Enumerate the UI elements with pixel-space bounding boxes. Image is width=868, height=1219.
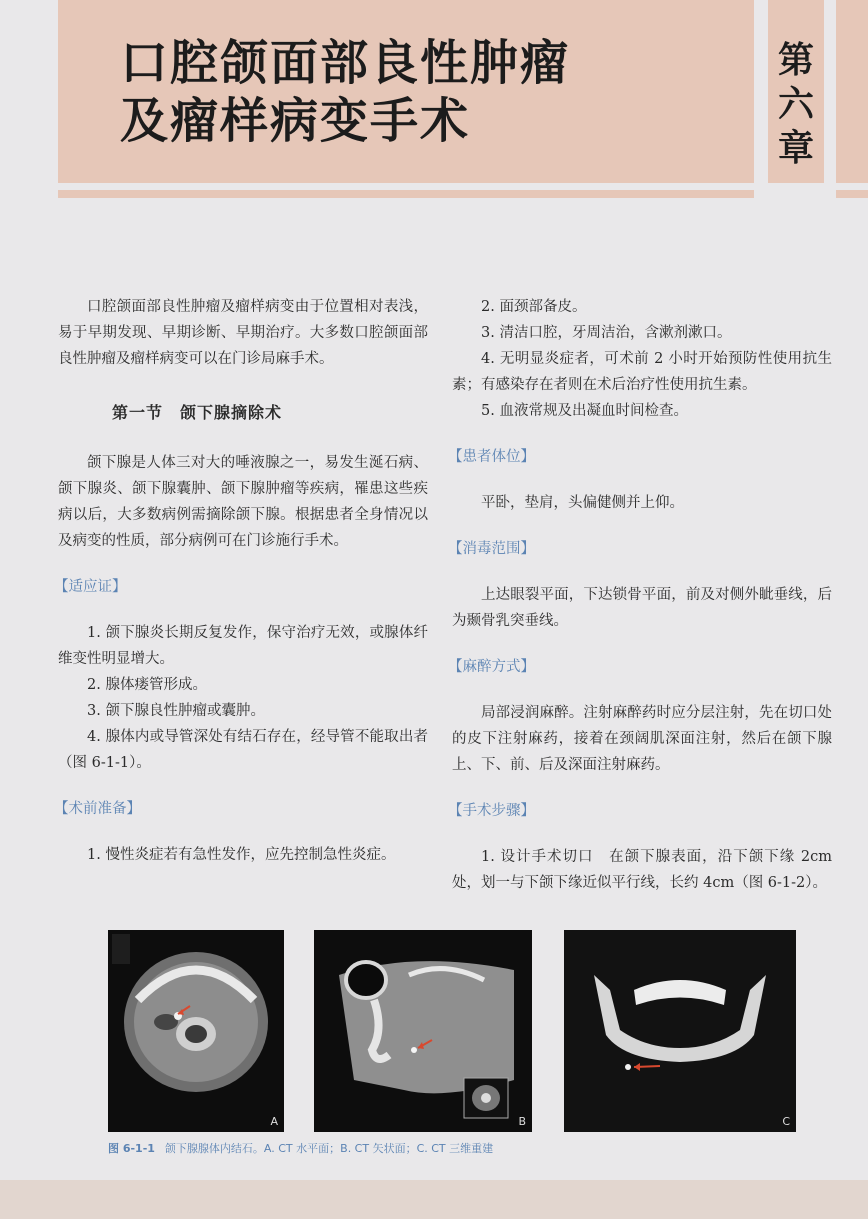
- right-column: [448, 294, 832, 896]
- chapter-char-1: 第: [777, 39, 814, 81]
- indication-item: 2. 腺体瘘管形成。: [87, 677, 207, 693]
- figure-letter-c: C: [782, 1115, 790, 1128]
- chapter-title-line1: 口腔颌面部良性肿瘤: [120, 35, 571, 91]
- figure-caption-text: 颌下腺腺体内结石。A. CT 水平面；B. CT 矢状面；C. CT 三维重建: [164, 1142, 494, 1155]
- section-heading: 第一节 颌下腺摘除术: [112, 403, 283, 422]
- indication-tag: 【适应证】: [54, 579, 127, 595]
- ct-3d-image: [564, 930, 796, 1132]
- chapter-title: [120, 34, 680, 150]
- figure-letter-a: A: [270, 1115, 278, 1128]
- position-tag: 【患者体位】: [448, 449, 535, 465]
- anesthesia-text: 局部浸润麻醉。注射麻醉药时应分层注射，先在切口处的皮下注射麻药，接着在颈阔肌深面注射，然后在颌下腺上、下、前、后及深面注射麻药。: [452, 705, 832, 773]
- indication-item: 1. 颌下腺炎长期反复发作，保守治疗无效，或腺体纤维变性明显增大。: [58, 625, 428, 667]
- indication-item: 4. 腺体内或导管深处有结石存在，经导管不能取出者（图 6-1-1）。: [58, 729, 428, 771]
- intro-paragraph: 口腔颌面部良性肿瘤及瘤样病变由于位置相对表浅，易于早期发现、早期诊断、早期治疗。大多数口腔颌面部良性肿瘤及瘤样病变可以在门诊局麻手术。: [58, 299, 428, 367]
- anesthesia-tag: 【麻醉方式】: [448, 659, 535, 675]
- figure-letter-b: B: [518, 1115, 526, 1128]
- ct-sagittal-image: [314, 930, 532, 1132]
- header-rule: [58, 190, 754, 198]
- position-text: 平卧，垫肩，头偏健侧并上仰。: [481, 495, 684, 511]
- figure-caption: [108, 1140, 808, 1156]
- chapter-band-edge: [836, 0, 868, 183]
- prep-tag: 【术前准备】: [54, 801, 141, 817]
- disinfect-tag: 【消毒范围】: [448, 541, 535, 557]
- ct-axial-image: [108, 930, 284, 1132]
- chapter-char-2: 六: [777, 83, 814, 125]
- left-column: [54, 294, 428, 868]
- chapter-char-3: 章: [777, 127, 814, 169]
- section-intro-paragraph: 颌下腺是人体三对大的唾液腺之一，易发生涎石病、颌下腺炎、颌下腺囊肿、颌下腺肿瘤等疾病，罹患这些疾病以后，大多数病例需摘除颌下腺。根据患者全身情况以及病变的性质，部分病例可在门诊施行手术。: [58, 455, 428, 549]
- footer-band: [0, 1180, 868, 1219]
- figure-group: [108, 930, 798, 1135]
- prep-item: 3. 清洁口腔，牙周洁治，含漱剂漱口。: [481, 325, 732, 341]
- steps-text: 1. 设计手术切口 在颌下腺表面，沿下颌下缘 2cm 处，划一与下颌下缘近似平行线，长约 4cm（图 6-1-2）。: [452, 849, 832, 891]
- steps-tag: 【手术步骤】: [448, 803, 535, 819]
- prep-item: 2. 面颈部备皮。: [481, 299, 587, 315]
- chapter-number: [770, 38, 822, 170]
- prep-item: 5. 血液常规及出凝血时间检查。: [481, 403, 688, 419]
- prep-item: 1. 慢性炎症若有急性发作，应先控制急性炎症。: [87, 847, 396, 863]
- chapter-title-line2: 及瘤样病变手术: [120, 93, 471, 149]
- prep-item: 4. 无明显炎症者，可术前 2 小时开始预防性使用抗生素；有感染存在者则在术后治疗性使用抗生素。: [452, 351, 832, 393]
- figure-caption-number: 图 6-1-1: [108, 1142, 155, 1155]
- disinfect-text: 上达眼裂平面，下达锁骨平面，前及对侧外眦垂线，后为颞骨乳突垂线。: [452, 587, 832, 629]
- header-rule-edge: [836, 190, 868, 198]
- indication-item: 3. 颌下腺良性肿瘤或囊肿。: [87, 703, 265, 719]
